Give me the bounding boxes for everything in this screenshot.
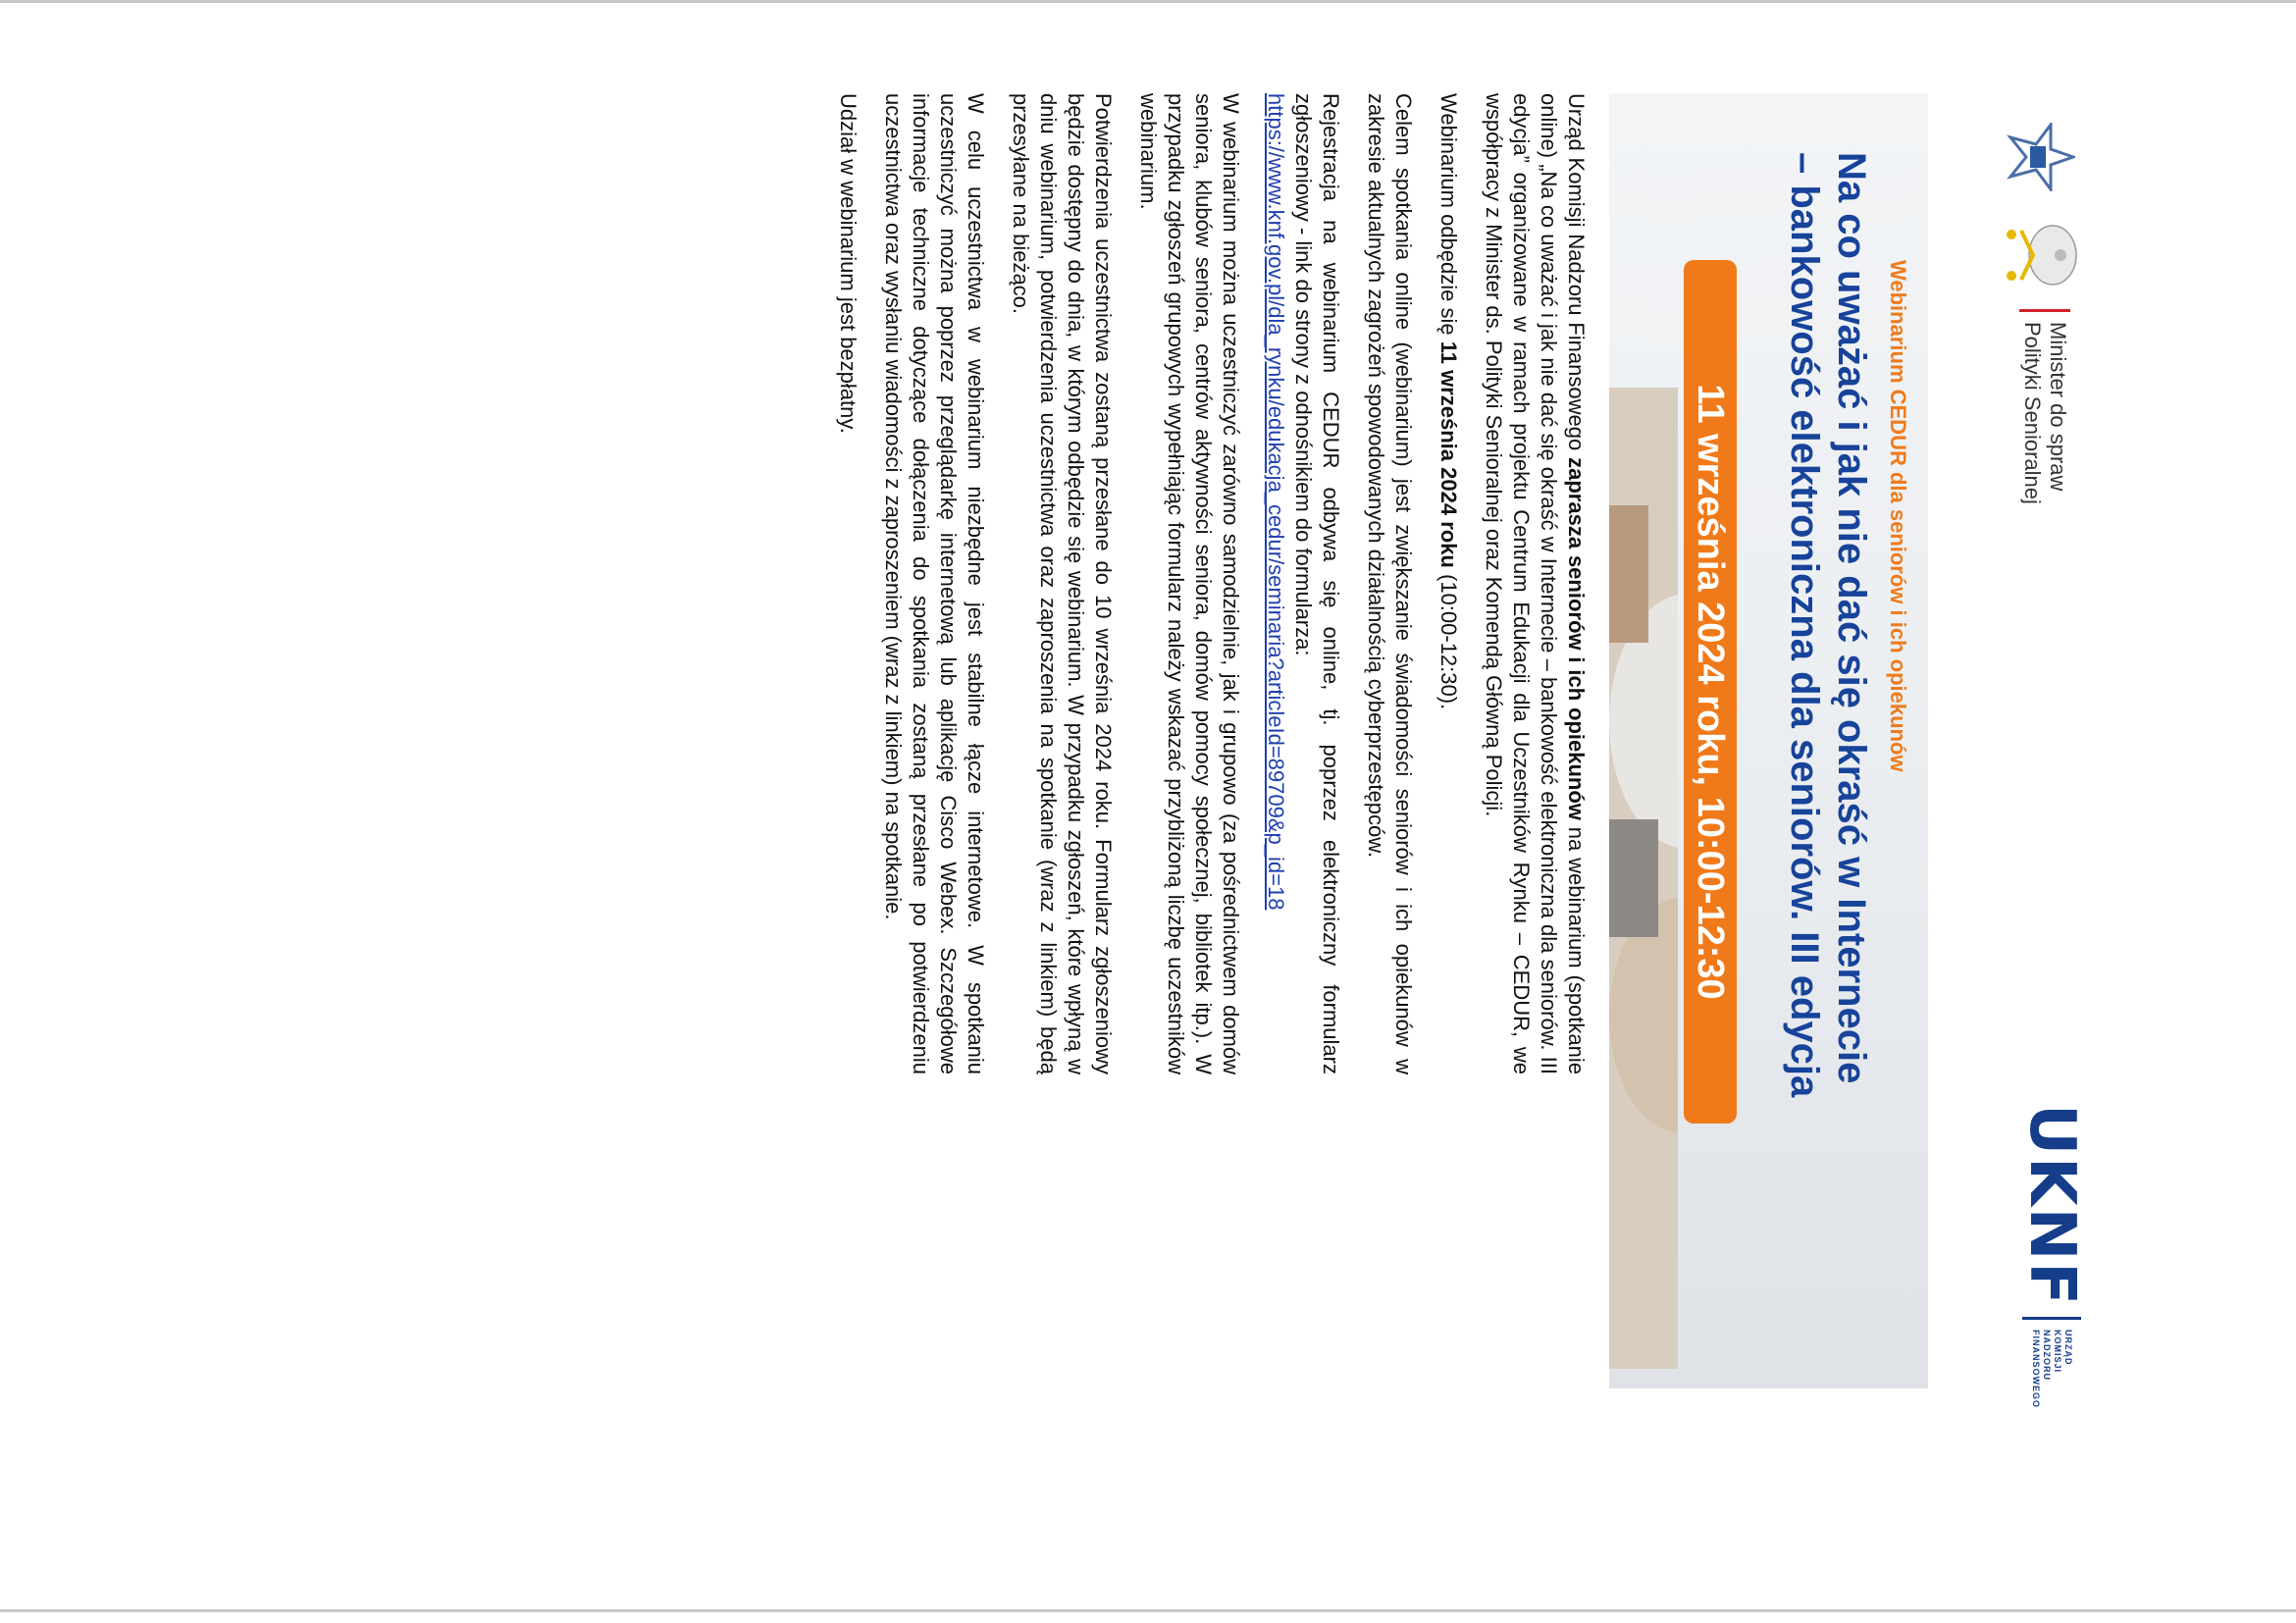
registration-text: Rejestracja na webinarium CEDUR odbywa się online, tj. poprzez elektroniczny formularz zgłoszeniowy - link do strony z odnośnikiem do formularza:	[1291, 93, 1343, 1074]
uknf-sub-1: URZĄD	[2063, 1330, 2073, 1366]
banner-title-line-1: Na co uważać i jak nie dać się okraść w Internecie	[1830, 152, 1873, 1084]
uknf-logo	[2015, 1104, 2088, 1408]
paragraph-date	[1435, 93, 1462, 1074]
invitation-bold: zaprasza seniorów i ich opiekunów	[1564, 457, 1589, 820]
uknf-divider	[2022, 1317, 2081, 1320]
header-logos	[1943, 83, 2100, 1418]
minister-label	[2019, 309, 2070, 518]
uknf-subtitle	[2030, 1330, 2073, 1408]
uknf-wordmark: UKNF	[2015, 1104, 2088, 1307]
paragraph-free: Udział w webinarium jest bezpłatny.	[836, 93, 861, 434]
banner-subtitle: Webinarium CEDUR dla seniorów i ich opiekunów	[1886, 260, 1910, 772]
body-text	[816, 93, 1590, 1074]
invitation-intro: Urząd Komisji Nadzoru Finansowego	[1564, 93, 1589, 458]
uknf-sub-2: KOMISJI	[2053, 1330, 2062, 1374]
minister-line-1: Minister do spraw	[2046, 322, 2070, 492]
scan-edge-top	[0, 0, 2296, 3]
paragraph-invitation	[1480, 93, 1590, 1074]
invitation-rest: na webinarium (spotkanie online) „Na co uważać i jak nie dać się okraść w Internecie – bankowość elektroniczna dla seniorów. III edycja” organizowane w ramach projektu Centrum Edukacji dla Uczestników Rynku – CEDUR, we współpracy z Minister ds. Polityki Senioralnej oraz Komendą Główną Policji.	[1482, 93, 1589, 1074]
webinar-banner	[1609, 93, 1928, 1388]
seniors-photo	[1609, 388, 1678, 1369]
paragraph-registration	[1262, 93, 1344, 1074]
date-bold: 11 września 2024 roku	[1436, 340, 1461, 568]
uknf-sub-4: FINANSOWEGO	[2031, 1330, 2041, 1408]
scan-edge-bottom	[0, 1609, 2296, 1612]
registration-link[interactable]: https://www.knf.gov.pl/dla_rynku/edukacja_cedur/seminaria?articleId=89709&p_id=18	[1264, 93, 1288, 911]
banner-date-badge: 11 września 2024 roku, 10:00-12:30	[1684, 260, 1737, 1124]
emblem-group	[2002, 123, 2080, 289]
rotated-document-page	[569, 54, 2119, 1445]
uknf-sub-3: NADZORU	[2042, 1330, 2052, 1381]
paragraph-participation: W webinarium można uczestniczyć zarówno samodzielnie, jak i grupowo (za pośrednictwem domów seniora, klubów seniora, centrów aktywności seniora, domów pomocy społecznej, bibliotek itp.). W przypadku zgłoszeń grupowych wypełniając formularz należy wskazać przybliżoną liczbę uczestników webinarium.	[1136, 93, 1243, 1074]
paragraph-technical: W celu uczestnictwa w webinarium niezbędne jest stabilne łącze internetowe. W spotkaniu uczestniczyć można poprzez przeglądarkę internetową lub aplikację Cisco Webex. Szczegółowe informacje techniczne dotyczące dołączenia do spotkania zostaną przesłane po potwierdzeniu uczestnictwa oraz wysłaniu wiadomości z zaproszeniem (wraz z linkiem) na spotkanie.	[881, 93, 988, 1074]
banner-title	[1781, 152, 1875, 1222]
date-time: (10:00-12:30).	[1436, 567, 1461, 710]
star-emblem-icon	[2007, 123, 2075, 191]
minister-line-2: Polityki Senioralnej	[2020, 322, 2045, 504]
paragraph-goal: Celem spotkania online (webinarium) jest zwiększanie świadomości seniorów i ich opiekunów w zakresie aktualnych zagrożeń spowodowanych działalnością cyberprzestępców.	[1364, 93, 1416, 1074]
date-intro: Webinarium odbędzie się	[1436, 93, 1461, 341]
eagle-emblem-icon	[2002, 221, 2080, 289]
banner-title-line-2: – bankowość elektroniczna dla seniorów. III edycja	[1783, 152, 1826, 1098]
paragraph-confirmation: Potwierdzenia uczestnictwa zostaną przesłane do 10 września 2024 roku. Formularz zgłoszeniowy będzie dostępny do dnia, w którym odbędzie się webinarium. W przypadku zgłoszeń, które wpłyną w dniu webinarium, potwierdzenia uczestnictwa oraz zaproszenia na spotkanie (wraz z linkiem) będą przesyłane na bieżąco.	[1009, 93, 1116, 1074]
